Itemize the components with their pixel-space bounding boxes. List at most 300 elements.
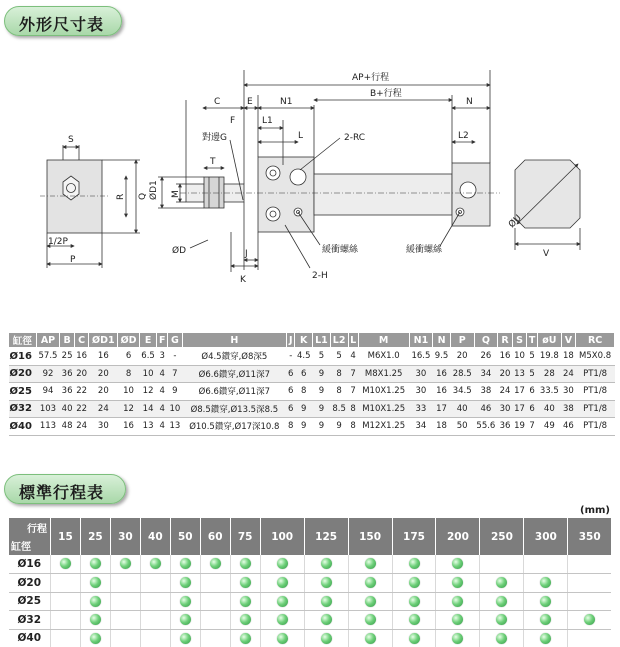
- available-dot-icon: [496, 577, 507, 588]
- available-dot-icon: [277, 633, 288, 644]
- dim-value-cell: 16: [74, 348, 89, 366]
- table-row: [9, 629, 612, 647]
- label-cushion-screw-1: 緩衝螺絲: [322, 245, 359, 255]
- stroke-availability-cell: [140, 592, 170, 611]
- available-dot-icon: [180, 614, 191, 625]
- stroke-availability-cell: [230, 555, 260, 574]
- dim-value-cell: 12: [118, 400, 139, 418]
- dim-value-cell: 9: [313, 400, 331, 418]
- dim-value-cell: 113: [36, 418, 60, 436]
- available-dot-icon: [180, 577, 191, 588]
- stroke-availability-cell: [51, 592, 81, 611]
- available-dot-icon: [452, 577, 463, 588]
- stroke-availability-cell: [436, 555, 480, 574]
- stroke-availability-cell: [348, 574, 392, 593]
- dim-value-cell: M10X1.25: [358, 400, 409, 418]
- dim-value-cell: 8: [118, 365, 139, 383]
- stroke-availability-cell: [170, 574, 200, 593]
- dim-value-cell: Ø8.5鑽穿,Ø13.5深8.5: [182, 400, 286, 418]
- stroke-availability-cell: [480, 555, 524, 574]
- dim-value-cell: 13: [139, 418, 157, 436]
- dim-value-cell: 9: [295, 400, 313, 418]
- stroke-header-cell: 25: [80, 518, 110, 555]
- stroke-availability-cell: [140, 611, 170, 630]
- available-dot-icon: [409, 577, 420, 588]
- stroke-availability-cell: [80, 629, 110, 647]
- dim-value-cell: 92: [36, 365, 60, 383]
- stroke-availability-cell: [568, 574, 611, 593]
- stroke-availability-cell: [200, 555, 230, 574]
- dim-value-cell: 34.5: [450, 383, 474, 401]
- stroke-corner-cell: [9, 518, 51, 555]
- dim-header-cell: P: [450, 333, 474, 348]
- label-phi-u: ØU: [507, 213, 524, 231]
- available-dot-icon: [321, 633, 332, 644]
- available-dot-icon: [365, 558, 376, 569]
- stroke-availability-cell: [260, 555, 304, 574]
- available-dot-icon: [321, 558, 332, 569]
- dim-value-cell: 9: [313, 383, 331, 401]
- stroke-header-cell: 150: [348, 518, 392, 555]
- dim-value-cell: 34: [409, 418, 433, 436]
- dim-header-cell: ØD: [118, 333, 139, 348]
- stroke-availability-cell: [524, 555, 568, 574]
- stroke-availability-cell: [304, 592, 348, 611]
- dim-value-cell: 25: [60, 348, 75, 366]
- available-dot-icon: [180, 558, 191, 569]
- label-cushion-screw-2: 緩衝螺絲: [406, 245, 443, 255]
- stroke-header-cell: 75: [230, 518, 260, 555]
- stroke-header-cell: 50: [170, 518, 200, 555]
- dim-value-cell: M10X1.25: [358, 383, 409, 401]
- stroke-availability-cell: [568, 611, 611, 630]
- stroke-availability-cell: [436, 629, 480, 647]
- dim-value-cell: M5X0.8: [576, 348, 615, 366]
- dim-value-cell: 16: [433, 383, 451, 401]
- dim-value-cell: 16: [433, 365, 451, 383]
- dim-value-cell: 7: [527, 418, 538, 436]
- label-ap-stroke: AP+行程: [352, 73, 390, 83]
- dim-value-cell: 4: [157, 365, 168, 383]
- table-row: [9, 611, 612, 630]
- available-dot-icon: [240, 577, 251, 588]
- dim-value-cell: 24: [89, 400, 118, 418]
- dim-value-cell: 4: [157, 383, 168, 401]
- dim-value-cell: 46: [561, 418, 576, 436]
- dimension-table: [8, 332, 615, 436]
- available-dot-icon: [452, 633, 463, 644]
- stroke-availability-cell: [110, 611, 140, 630]
- bore-size-cell: Ø16: [9, 348, 37, 366]
- dim-value-cell: 8: [295, 383, 313, 401]
- dim-value-cell: 34: [474, 365, 498, 383]
- dim-header-cell: G: [168, 333, 183, 348]
- available-dot-icon: [584, 614, 595, 625]
- stroke-availability-cell: [304, 555, 348, 574]
- stroke-availability-cell: [260, 574, 304, 593]
- dim-value-cell: 40: [450, 400, 474, 418]
- stroke-availability-cell: [524, 592, 568, 611]
- dim-value-cell: 50: [450, 418, 474, 436]
- stroke-header-cell: 175: [392, 518, 436, 555]
- stroke-availability-cell: [260, 629, 304, 647]
- cylinder-dimension-drawing: [0, 60, 620, 290]
- dim-value-cell: 57.5: [36, 348, 60, 366]
- label-pair-g: 對邊G: [202, 133, 227, 143]
- available-dot-icon: [365, 596, 376, 607]
- stroke-availability-cell: [110, 574, 140, 593]
- label-phi-d1: ØD1: [149, 180, 159, 200]
- dim-value-cell: 8: [287, 418, 295, 436]
- dim-header-cell: S: [512, 333, 527, 348]
- available-dot-icon: [150, 558, 161, 569]
- dim-value-cell: 16: [89, 348, 118, 366]
- dim-value-cell: 22: [74, 400, 89, 418]
- dim-value-cell: 14: [139, 400, 157, 418]
- label-n: N: [466, 97, 473, 107]
- label-2-h: 2-H: [312, 271, 328, 281]
- stroke-availability-cell: [140, 629, 170, 647]
- dim-value-cell: 17: [512, 383, 527, 401]
- stroke-header-cell: 125: [304, 518, 348, 555]
- dim-value-cell: 7: [348, 365, 358, 383]
- dim-value-cell: 30: [89, 418, 118, 436]
- available-dot-icon: [365, 577, 376, 588]
- stroke-availability-cell: [80, 611, 110, 630]
- stroke-availability-cell: [348, 611, 392, 630]
- bore-size-cell: Ø32: [9, 400, 37, 418]
- available-dot-icon: [90, 596, 101, 607]
- dim-value-cell: 9: [295, 418, 313, 436]
- table-row: [9, 418, 615, 436]
- label-t: T: [210, 157, 216, 167]
- stroke-availability-cell: [568, 555, 611, 574]
- dim-value-cell: Ø4.5鑽穿,Ø8深5: [182, 348, 286, 366]
- dim-value-cell: 9: [168, 383, 183, 401]
- dim-value-cell: 24: [498, 383, 513, 401]
- stroke-availability-cell: [348, 592, 392, 611]
- stroke-availability-cell: [568, 629, 611, 647]
- dim-header-cell: 缸徑: [9, 333, 37, 348]
- dim-value-cell: 17: [433, 400, 451, 418]
- label-l: L: [298, 131, 304, 141]
- dim-value-cell: 28.5: [450, 365, 474, 383]
- available-dot-icon: [540, 577, 551, 588]
- dim-value-cell: 36: [60, 365, 75, 383]
- dim-value-cell: 9.5: [433, 348, 451, 366]
- stroke-header-cell: 30: [110, 518, 140, 555]
- label-half-p: 1/2P: [48, 237, 68, 247]
- stroke-availability-cell: [200, 611, 230, 630]
- dim-value-cell: 46: [474, 400, 498, 418]
- dim-value-cell: PT1/8: [576, 400, 615, 418]
- stroke-availability-cell: [304, 611, 348, 630]
- stroke-availability-cell: [524, 629, 568, 647]
- dim-header-cell: J: [287, 333, 295, 348]
- dim-value-cell: 20: [450, 348, 474, 366]
- dim-value-cell: 30: [409, 383, 433, 401]
- stroke-header-cell: 200: [436, 518, 480, 555]
- dim-header-cell: F: [157, 333, 168, 348]
- stroke-availability-cell: [304, 629, 348, 647]
- stroke-availability-cell: [392, 629, 436, 647]
- dim-header-cell: L: [348, 333, 358, 348]
- available-dot-icon: [496, 596, 507, 607]
- stroke-availability-cell: [200, 629, 230, 647]
- dim-value-cell: 16: [118, 418, 139, 436]
- stroke-availability-cell: [110, 592, 140, 611]
- available-dot-icon: [240, 614, 251, 625]
- dim-value-cell: 7: [348, 383, 358, 401]
- available-dot-icon: [210, 558, 221, 569]
- dim-value-cell: -: [168, 348, 183, 366]
- dim-value-cell: 7: [168, 365, 183, 383]
- label-c: C: [214, 97, 221, 107]
- table-row: [9, 555, 612, 574]
- bore-size-cell: Ø25: [9, 383, 37, 401]
- available-dot-icon: [90, 614, 101, 625]
- label-b-stroke: B+行程: [370, 89, 402, 99]
- stroke-availability-cell: [80, 592, 110, 611]
- dim-value-cell: 30: [498, 400, 513, 418]
- dim-value-cell: 6: [527, 383, 538, 401]
- dim-value-cell: 5: [527, 365, 538, 383]
- dim-value-cell: 10: [168, 400, 183, 418]
- dim-value-cell: Ø10.5鑽穿,Ø17深10.8: [182, 418, 286, 436]
- dim-value-cell: 36: [60, 383, 75, 401]
- bore-size-cell: Ø40: [9, 629, 51, 647]
- dim-value-cell: 38: [561, 400, 576, 418]
- stroke-availability-cell: [480, 574, 524, 593]
- dim-value-cell: 24: [561, 365, 576, 383]
- dim-value-cell: 6: [287, 383, 295, 401]
- stroke-availability-cell: [480, 611, 524, 630]
- dim-value-cell: 20: [498, 365, 513, 383]
- dim-value-cell: 33.5: [537, 383, 561, 401]
- dimensions-section-title: 外形尺寸表: [4, 6, 122, 36]
- bore-size-cell: Ø20: [9, 574, 51, 593]
- label-e: E: [247, 97, 253, 107]
- available-dot-icon: [321, 614, 332, 625]
- dim-value-cell: 8: [348, 418, 358, 436]
- dim-value-cell: 9: [313, 418, 331, 436]
- available-dot-icon: [409, 558, 420, 569]
- stroke-availability-cell: [480, 592, 524, 611]
- stroke-availability-cell: [260, 592, 304, 611]
- bore-size-cell: Ø20: [9, 365, 37, 383]
- stroke-availability-cell: [392, 611, 436, 630]
- dim-value-cell: 16: [498, 348, 513, 366]
- dim-value-cell: 6: [295, 365, 313, 383]
- dim-header-cell: øU: [537, 333, 561, 348]
- stroke-availability-cell: [170, 629, 200, 647]
- dim-header-cell: C: [74, 333, 89, 348]
- dim-header-cell: M: [358, 333, 409, 348]
- stroke-availability-cell: [200, 592, 230, 611]
- stroke-availability-cell: [80, 555, 110, 574]
- stroke-header-cell: 60: [200, 518, 230, 555]
- dim-value-cell: 6: [287, 365, 295, 383]
- dim-value-cell: 18: [433, 418, 451, 436]
- available-dot-icon: [365, 614, 376, 625]
- stroke-availability-cell: [348, 629, 392, 647]
- dim-value-cell: 103: [36, 400, 60, 418]
- dim-header-cell: V: [561, 333, 576, 348]
- stroke-header-cell: 250: [480, 518, 524, 555]
- stroke-availability-cell: [436, 592, 480, 611]
- front-cover: [258, 157, 314, 232]
- label-n1: N1: [280, 97, 293, 107]
- dim-value-cell: 5: [313, 348, 331, 366]
- stroke-header-cell: 300: [524, 518, 568, 555]
- label-f: F: [230, 116, 236, 126]
- table-row: [9, 348, 615, 366]
- dim-value-cell: 20: [74, 365, 89, 383]
- label-m: M: [171, 190, 181, 198]
- stroke-availability-cell: [260, 611, 304, 630]
- dim-value-cell: 13: [168, 418, 183, 436]
- available-dot-icon: [277, 577, 288, 588]
- dim-header-cell: H: [182, 333, 286, 348]
- dim-value-cell: 16.5: [409, 348, 433, 366]
- available-dot-icon: [180, 633, 191, 644]
- bore-size-cell: Ø32: [9, 611, 51, 630]
- dim-value-cell: -: [287, 348, 295, 366]
- dim-value-cell: PT1/8: [576, 418, 615, 436]
- bore-size-cell: Ø25: [9, 592, 51, 611]
- dim-header-cell: ØD1: [89, 333, 118, 348]
- label-v: V: [543, 249, 550, 259]
- rod-nut: [204, 177, 224, 208]
- stroke-availability-cell: [200, 574, 230, 593]
- stroke-availability-cell: [436, 574, 480, 593]
- stroke-availability-cell: [230, 629, 260, 647]
- table-row: [9, 383, 615, 401]
- dim-value-cell: PT1/8: [576, 365, 615, 383]
- corner-label-stroke: 行程: [27, 524, 47, 535]
- dim-value-cell: 19.8: [537, 348, 561, 366]
- stroke-availability-cell: [230, 574, 260, 593]
- dim-value-cell: M12X1.25: [358, 418, 409, 436]
- stroke-table: [8, 518, 611, 647]
- available-dot-icon: [452, 614, 463, 625]
- stroke-header-cell: 100: [260, 518, 304, 555]
- dim-value-cell: Ø6.6鑽穿,Ø11深7: [182, 365, 286, 383]
- dim-value-cell: 40: [537, 400, 561, 418]
- label-j: J: [245, 249, 248, 259]
- dim-value-cell: 20: [89, 383, 118, 401]
- available-dot-icon: [365, 633, 376, 644]
- table-row: [9, 592, 612, 611]
- available-dot-icon: [277, 596, 288, 607]
- available-dot-icon: [90, 633, 101, 644]
- dim-value-cell: 10: [139, 365, 157, 383]
- dim-value-cell: 10: [512, 348, 527, 366]
- stroke-availability-cell: [51, 611, 81, 630]
- available-dot-icon: [409, 633, 420, 644]
- dim-value-cell: 10: [118, 383, 139, 401]
- available-dot-icon: [496, 614, 507, 625]
- dim-value-cell: 13: [512, 365, 527, 383]
- dim-value-cell: 9: [330, 418, 348, 436]
- table-row: [9, 365, 615, 383]
- dim-value-cell: 20: [89, 365, 118, 383]
- available-dot-icon: [409, 596, 420, 607]
- stroke-header-cell: 15: [51, 518, 81, 555]
- dim-value-cell: 24: [74, 418, 89, 436]
- dim-value-cell: 40: [60, 400, 75, 418]
- available-dot-icon: [90, 558, 101, 569]
- dim-header-cell: Q: [474, 333, 498, 348]
- stroke-availability-cell: [170, 555, 200, 574]
- dim-header-cell: K: [295, 333, 313, 348]
- stroke-availability-cell: [110, 555, 140, 574]
- stroke-availability-cell: [170, 611, 200, 630]
- cylinder-tube: [314, 174, 452, 215]
- stroke-availability-cell: [524, 574, 568, 593]
- table-row: [9, 574, 612, 593]
- dim-value-cell: 28: [537, 365, 561, 383]
- dim-value-cell: 30: [409, 365, 433, 383]
- available-dot-icon: [496, 633, 507, 644]
- dim-value-cell: 22: [74, 383, 89, 401]
- stroke-availability-cell: [51, 555, 81, 574]
- label-p: P: [70, 255, 76, 265]
- label-l1: L1: [262, 116, 273, 126]
- stroke-section-title: 標準行程表: [4, 474, 126, 504]
- dim-value-cell: 6.5: [139, 348, 157, 366]
- dim-value-cell: 5: [527, 348, 538, 366]
- dim-value-cell: Ø6.6鑽穿,Ø11深7: [182, 383, 286, 401]
- dim-value-cell: 4.5: [295, 348, 313, 366]
- stroke-availability-cell: [51, 629, 81, 647]
- stroke-availability-cell: [392, 574, 436, 593]
- bore-size-cell: Ø40: [9, 418, 37, 436]
- dim-value-cell: 26: [474, 348, 498, 366]
- dim-value-cell: 5: [330, 348, 348, 366]
- available-dot-icon: [180, 596, 191, 607]
- dim-value-cell: 19: [512, 418, 527, 436]
- available-dot-icon: [240, 633, 251, 644]
- dim-header-cell: T: [527, 333, 538, 348]
- dim-header-cell: R: [498, 333, 513, 348]
- dim-value-cell: 8: [330, 365, 348, 383]
- dim-header-cell: E: [139, 333, 157, 348]
- dim-value-cell: 36: [498, 418, 513, 436]
- corner-label-bore: 缸徑: [11, 542, 31, 553]
- label-l2: L2: [458, 131, 469, 141]
- stroke-availability-cell: [140, 555, 170, 574]
- dim-value-cell: 6: [118, 348, 139, 366]
- table-row: [9, 400, 615, 418]
- label-phi-d: ØD: [172, 246, 187, 256]
- dim-value-cell: 33: [409, 400, 433, 418]
- dim-header-cell: N: [433, 333, 451, 348]
- label-k: K: [240, 275, 246, 285]
- stroke-availability-cell: [51, 574, 81, 593]
- stroke-availability-cell: [348, 555, 392, 574]
- available-dot-icon: [540, 614, 551, 625]
- unit-label: (mm): [580, 505, 610, 516]
- dim-value-cell: M8X1.25: [358, 365, 409, 383]
- stroke-header-cell: 40: [140, 518, 170, 555]
- dim-value-cell: 9: [313, 365, 331, 383]
- dim-value-cell: 30: [561, 383, 576, 401]
- bore-size-cell: Ø16: [9, 555, 51, 574]
- stroke-table-header: [9, 518, 612, 555]
- stroke-availability-cell: [436, 611, 480, 630]
- dim-header-cell: AP: [36, 333, 60, 348]
